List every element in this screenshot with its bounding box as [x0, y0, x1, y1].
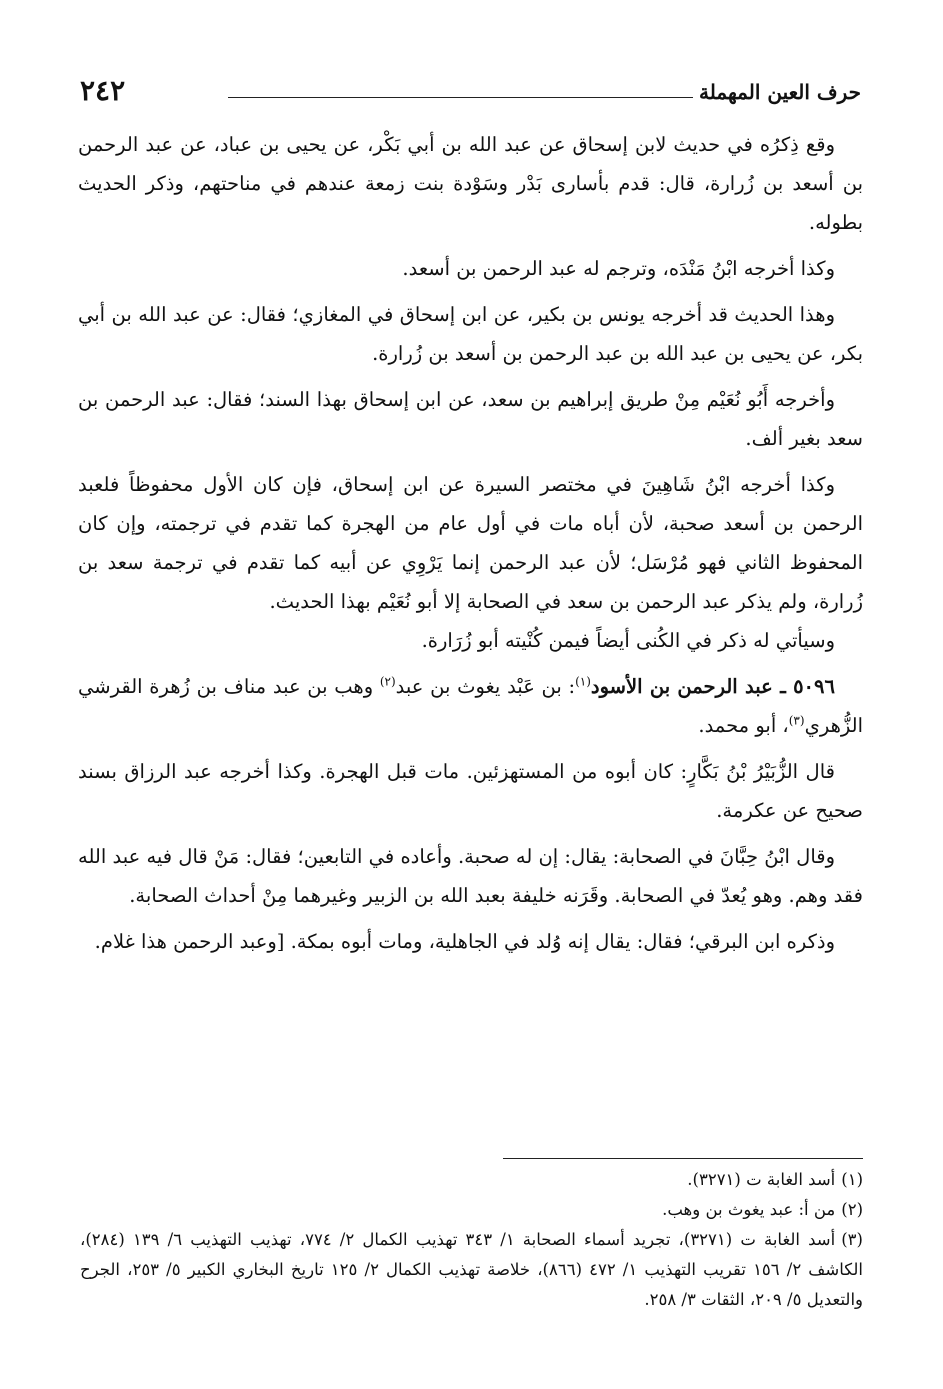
- footnote: [80, 1195, 863, 1225]
- footnote-ref: (٣): [788, 713, 805, 728]
- entry-number: ٥٠٩٦: [793, 675, 835, 698]
- entry-text: : بن عَبْد يغوث بن عبد: [395, 675, 576, 698]
- paragraph: وسيأتي له ذكر في الكُنى أيضاً فيمن كُنْيته أبو زُرَارة.: [421, 629, 835, 652]
- page-number: ٢٤٢: [80, 74, 126, 107]
- entry-dash: ـ: [772, 675, 794, 698]
- paragraph: وهذا الحديث قد أخرجه يونس بن بكير، عن ابن إسحاق في المغازي؛ فقال: عن عبد الله بن أبي بكر، عن يحيى بن عبد الله بن عبد الرحمن بن أسعد بن زُرارة.: [78, 303, 863, 365]
- footnote-ref: (٢): [379, 674, 396, 689]
- paragraph: وقع ذِكرُه في حديث لابن إسحاق عن عبد الله بن أبي بَكْر، عن يحيى بن عباد، عن عبد الرحمن بن أسعد بن زُرارة، قال: قدم بأسارى بَدْر وسَوْدة بنت زمعة عندهم في مناحتهم، وذكر الحديث بطوله.: [78, 133, 863, 234]
- footnote: [80, 1225, 863, 1315]
- footnote: [80, 1165, 863, 1195]
- paragraph: وكذا أخرجه ابْنُ شَاهِينَ في مختصر السيرة عن ابن إسحاق، فإن كان الأول محفوظاً فلعبد الرحمن بن أسعد صحبة، لأن أباه مات في أول عام من الهجرة كما تقدم في ترجمته، وإن كان المحفوظ الثاني فهو مُرْسَل؛ لأن عبد الرحمن إنما يَرْوِي عن أبيه كما تقدم في ترجمة سعد بن زُرارة، ولم يذكر عبد الرحمن بن سعد في الصحابة إلا أبو نُعَيْم بهذا الحديث.: [78, 473, 863, 613]
- paragraph: وذكره ابن البرقي؛ فقال: يقال إنه وُلد في الجاهلية، ومات أبوه بمكة. [وعبد الرحمن هذا غلام.: [94, 930, 835, 953]
- footnote-text: من أ: عبد يغوث بن وهب.: [662, 1200, 836, 1219]
- footnote-mark: (٣): [841, 1230, 863, 1249]
- footnote-mark: (١): [841, 1170, 863, 1189]
- footnotes: [80, 1165, 863, 1315]
- footnote-text: أسد الغابة ت (٣٢٧١)، تجريد أسماء الصحابة ١/ ٣٤٣ تهذيب الكمال ٢/ ٧٧٤، تهذيب التهذيب ٦/ ١٣٩ (٢٨٤)، الكاشف ٢/ ١٥٦ تقريب التهذيب ١/ ٤٧٢ (٨٦٦)، خلاصة تهذيب الكمال ٢/ ١٢٥ تاريخ البخاري الكبير ٥/ ٢٥٣، الجرح والتعديل ٥/ ٢٠٩، الثقات ٣/ ٢٥٨.: [80, 1230, 863, 1309]
- main-text: [78, 125, 863, 968]
- page-header: [80, 70, 861, 110]
- entry-name: عبد الرحمن بن الأسود: [590, 675, 773, 698]
- footnote-ref: (١): [575, 674, 591, 689]
- footnote-text: أسد الغابة ت (٣٢٧١).: [687, 1170, 836, 1189]
- paragraph: قال الزُّبَيْرُ بْنُ بَكَّارٍ: كان أبوه من المستهزئين. مات قبل الهجرة. وكذا أخرجه عبد الرزاق بسند صحيح عن عكرمة.: [78, 760, 863, 822]
- biography-entry: [78, 667, 863, 745]
- paragraph: وأخرجه أَبُو نُعَيْم مِنْ طريق إبراهيم بن سعد، عن ابن إسحاق بهذا السند؛ فقال: عبد الرحمن بن سعد بغير ألف.: [78, 388, 863, 450]
- entry-text: ، أبو محمد.: [698, 714, 789, 737]
- footnote-separator: [503, 1158, 863, 1159]
- entry-text: وهب بن عبد مناف بن زُهرة القرشي الزُّهري: [78, 675, 863, 737]
- paragraph: وقال ابْنُ حِبَّانَ في الصحابة: يقال: إن له صحبة. وأعاده في التابعين؛ فقال: مَنْ قال فيه عبد الله فقد وهم. وهو يُعدّ في الصحابة. وقَرَنه خليفة بعبد الله بن الزبير وغيرهما مِنْ أحداث الصحابة.: [78, 845, 863, 907]
- footnote-mark: (٢): [841, 1200, 863, 1219]
- paragraph: وكذا أخرجه ابْنُ مَنْدَه، وترجم له عبد الرحمن بن أسعد.: [402, 257, 835, 280]
- header-rule: [228, 97, 693, 98]
- running-title: حرف العين المهملة: [699, 80, 861, 104]
